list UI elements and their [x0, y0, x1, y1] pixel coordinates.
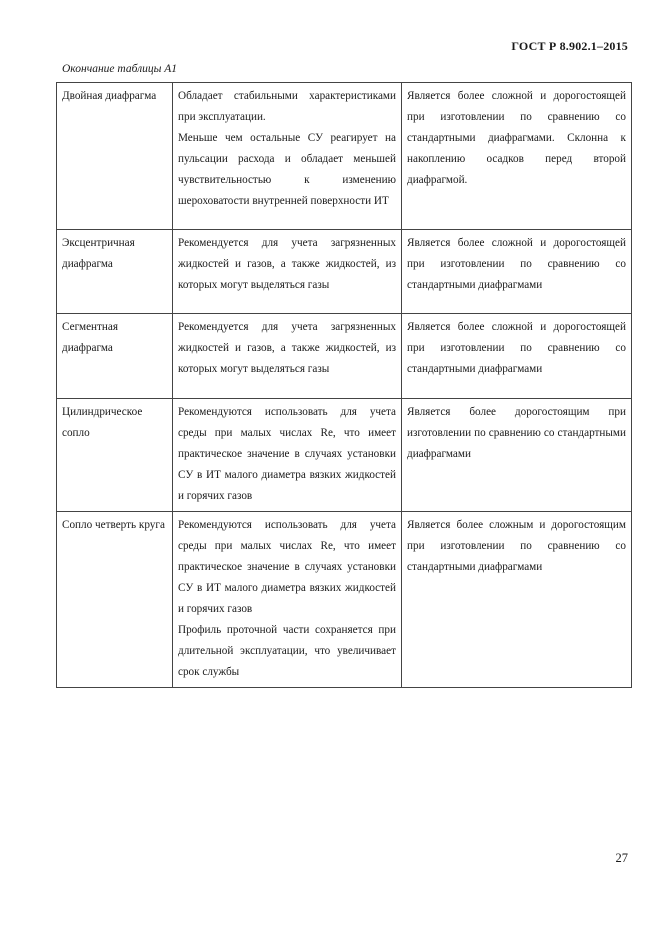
- advantages-cell: [173, 314, 402, 399]
- device-name-cell: Двойная диафрагма: [57, 83, 173, 230]
- disadvantages-cell: Является более сложной и дорогостоящей при изготовлении по сравнению со стандартными диафрагмами. Склонна к накоплению осадков перед второй диафрагмой.: [402, 83, 632, 230]
- advantages-text: Рекомендуется для учета загрязненных жидкостей и газов, а также жидкостей, из которых могут выделяться газы: [178, 321, 396, 375]
- device-name-cell: Цилиндрическое сопло: [57, 399, 173, 512]
- document-number: ГОСТ Р 8.902.1–2015: [511, 39, 628, 53]
- advantages-cell: [173, 399, 402, 512]
- device-name-cell: Сопло четверть круга: [57, 512, 173, 688]
- disadvantages-cell: Является более сложной и дорогостоящей при изготовлении по сравнению со стандартными диафрагмами: [402, 314, 632, 399]
- advantages-text: Рекомендуются использовать для учета среды при малых числах Re, что имеет практическое значение в случаях установки СУ в ИТ малого диаметра вязких жидкостей и горячих газов: [178, 519, 396, 615]
- disadvantages-cell: Является более сложной и дорогостоящей при изготовлении по сравнению со стандартными диафрагмами: [402, 230, 632, 314]
- table-row: [57, 399, 632, 512]
- advantages-text: Рекомендуется для учета загрязненных жидкостей и газов, а также жидкостей, из которых могут выделяться газы: [178, 237, 396, 291]
- advantages-text: Профиль проточной части сохраняется при длительной эксплуатации, что увеличивает срок службы: [178, 624, 396, 678]
- advantages-cell: [173, 512, 402, 688]
- disadvantages-cell: Является более дорогостоящим при изготовлении по сравнению со стандартными диафрагмами: [402, 399, 632, 512]
- table-row: [57, 512, 632, 688]
- table-caption: Окончание таблицы А1: [62, 63, 178, 75]
- comparison-table: [56, 82, 632, 688]
- advantages-text: Рекомендуются использовать для учета среды при малых числах Re, что имеет практическое значение в случаях установки СУ в ИТ малого диаметра вязких жидкостей и горячих газов: [178, 406, 396, 502]
- device-name-cell: Эксцентричная диафрагма: [57, 230, 173, 314]
- table-row: [57, 83, 632, 230]
- page-number: 27: [615, 851, 628, 865]
- advantages-text: Обладает стабильными характеристиками при эксплуатации.: [178, 90, 396, 123]
- table-row: [57, 314, 632, 399]
- disadvantages-cell: Является более сложным и дорогостоящим при изготовлении по сравнению со стандартными диафрагмами: [402, 512, 632, 688]
- table-row: [57, 230, 632, 314]
- advantages-cell: [173, 83, 402, 230]
- advantages-cell: [173, 230, 402, 314]
- device-name-cell: Сегментная диафрагма: [57, 314, 173, 399]
- advantages-text: Меньше чем остальные СУ реагирует на пульсации расхода и обладает меньшей чувствительностью к изменению шероховатости внутренней поверхности ИТ: [178, 132, 396, 207]
